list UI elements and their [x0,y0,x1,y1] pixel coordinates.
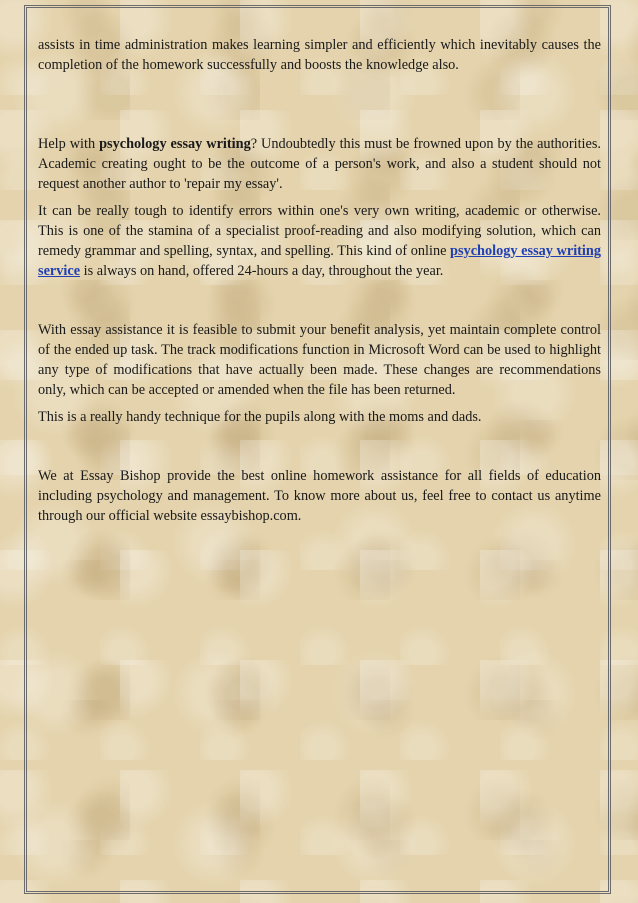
paragraph-help-with [38,134,601,194]
paragraph-essay-bishop: We at Essay Bishop provide the best online homework assistance for all fields of education including psychology and management. To know more about us, feel free to contact us anytime through our official website essaybishop.com. [38,468,601,524]
paragraph-essay-assistance: With essay assistance it is feasible to submit your benefit analysis, yet maintain complete control of the ended up task. The track modifications function in Microsoft Word can be used to highlight any type of modifications that have actually been made. These changes are recommendations only, which can be accepted or amended when the file has been returned. [38,322,601,398]
paragraph-text: is always on hand, offered 24-hours a day, throughout the year. [80,263,444,279]
bold-keyword: psychology essay writing [99,136,251,152]
paragraph-intro: assists in time administration makes learning simpler and efficiently which inevitably causes the completion of the homework successfully and boosts the knowledge also. [38,37,601,73]
service-link[interactable]: psychology essay writing service [38,243,601,279]
document-body [38,35,601,526]
paragraph-technique: This is a really handy technique for the pupils along with the moms and dads. [38,409,482,425]
paragraph-proofreading [38,201,601,281]
paragraph-text: Help with [38,136,100,152]
paragraph-text: It can be really tough to identify errors within one's very own writing, academic or otherwise. This is one of the stamina of a specialist proof-reading and also modifying solution, which can remedy grammar and spelling, syntax, and spelling. This kind of online [38,203,601,259]
paragraph-text: ? Undoubtedly this must be frowned upon by the authorities. Academic creating ought to be the outcome of a person's work, and also a student should not request another author to 'repair my essay'. [38,136,601,192]
